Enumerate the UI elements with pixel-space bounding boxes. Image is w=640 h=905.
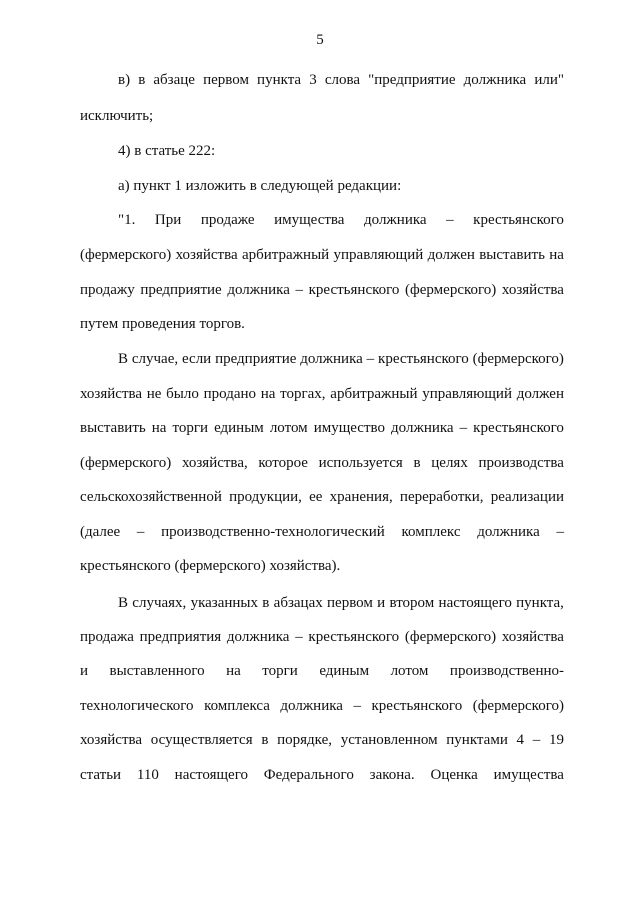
word: если bbox=[182, 351, 212, 367]
text-line: путем проведения торгов. bbox=[80, 316, 245, 332]
word: лотом bbox=[269, 420, 308, 436]
word: пунктами bbox=[446, 732, 508, 748]
word: торги bbox=[172, 420, 209, 436]
text-line: а) пункт 1 изложить в следующей редакции: bbox=[118, 178, 402, 194]
word: слова bbox=[324, 72, 360, 88]
word: "предприятие bbox=[368, 72, 456, 88]
word: продаже bbox=[200, 212, 255, 228]
word: торги bbox=[262, 663, 298, 679]
word: 19 bbox=[548, 732, 564, 748]
word: управляющий bbox=[333, 247, 424, 263]
text-line bbox=[118, 593, 564, 613]
word: в) bbox=[118, 72, 131, 88]
word: первом bbox=[327, 595, 373, 611]
word: – bbox=[353, 698, 361, 714]
word: на bbox=[151, 420, 167, 436]
word: в bbox=[138, 72, 146, 88]
word: на bbox=[260, 386, 276, 402]
word: закона. bbox=[369, 767, 415, 783]
word: должен bbox=[427, 247, 475, 263]
word: порядке, bbox=[277, 732, 332, 748]
word: В bbox=[118, 351, 129, 367]
word: предприятие bbox=[140, 282, 222, 298]
word: – bbox=[366, 351, 375, 367]
text-line bbox=[80, 384, 564, 404]
word: имущества bbox=[493, 767, 564, 783]
word: – bbox=[295, 282, 304, 298]
word: производственно-технологический bbox=[161, 524, 385, 540]
word: предприятия bbox=[139, 629, 222, 645]
text-line bbox=[80, 661, 564, 681]
word: (далее bbox=[80, 524, 121, 540]
word: арбитражный bbox=[330, 386, 418, 402]
text-line bbox=[80, 245, 564, 265]
word: комплекса bbox=[204, 698, 270, 714]
word: крестьянского bbox=[308, 282, 400, 298]
word: должен bbox=[516, 386, 564, 402]
word: хозяйства bbox=[175, 247, 238, 263]
word: крестьянского bbox=[473, 212, 564, 228]
word: выставить bbox=[479, 247, 545, 263]
page-number: 5 bbox=[316, 32, 324, 48]
word: в bbox=[413, 455, 421, 471]
word: продажа bbox=[80, 629, 134, 645]
word: комплекс bbox=[401, 524, 461, 540]
word: торгах, bbox=[280, 386, 326, 402]
word: продано bbox=[203, 386, 257, 402]
word: продукции, bbox=[229, 489, 302, 505]
word: – bbox=[446, 212, 454, 228]
word: хозяйства, bbox=[181, 455, 248, 471]
word: производства bbox=[478, 455, 564, 471]
word: пункта bbox=[257, 72, 302, 88]
word: случаях, bbox=[132, 595, 187, 611]
word: хозяйства bbox=[80, 386, 143, 402]
word: установленном bbox=[340, 732, 438, 748]
word: крестьянского bbox=[308, 629, 400, 645]
word: единым bbox=[214, 420, 264, 436]
word: (фермерского) bbox=[404, 629, 497, 645]
word: производственно- bbox=[449, 663, 564, 679]
text-line bbox=[80, 522, 564, 542]
word: предприятие bbox=[215, 351, 297, 367]
word: и bbox=[377, 595, 386, 611]
word: должника bbox=[280, 698, 343, 714]
word: – bbox=[459, 420, 468, 436]
word: (фермерского) bbox=[80, 455, 172, 471]
text-line: исключить; bbox=[80, 108, 154, 124]
text-line bbox=[80, 418, 564, 438]
word: Оценка bbox=[430, 767, 478, 783]
word: выставленного bbox=[109, 663, 205, 679]
word: первом bbox=[203, 72, 249, 88]
word: втором bbox=[389, 595, 435, 611]
word: настоящего bbox=[174, 767, 248, 783]
word: на bbox=[226, 663, 241, 679]
word: должника bbox=[391, 420, 454, 436]
word: или" bbox=[534, 72, 564, 88]
word: продажу bbox=[80, 282, 135, 298]
word: в bbox=[261, 732, 269, 748]
word: – bbox=[295, 629, 303, 645]
text-line bbox=[80, 453, 564, 473]
word: абзацах bbox=[273, 595, 323, 611]
word: целях bbox=[431, 455, 468, 471]
word: должника bbox=[300, 351, 363, 367]
word: имущества bbox=[274, 212, 345, 228]
word: 4 bbox=[516, 732, 525, 748]
word: В bbox=[118, 595, 129, 611]
word: реализации bbox=[490, 489, 564, 505]
text-line bbox=[80, 487, 564, 507]
text-line: крестьянского (фермерского) хозяйства). bbox=[80, 558, 341, 574]
word: управляющий bbox=[422, 386, 512, 402]
word: хозяйства bbox=[501, 629, 564, 645]
word: (фермерского) bbox=[80, 247, 172, 263]
word: статьи bbox=[80, 767, 122, 783]
text-line bbox=[118, 349, 564, 369]
word: "1. bbox=[118, 212, 136, 228]
word: на bbox=[549, 247, 564, 263]
text-line bbox=[80, 730, 564, 750]
word: в bbox=[262, 595, 270, 611]
text-line: 4) в статье 222: bbox=[118, 143, 216, 159]
word: крестьянского bbox=[473, 420, 564, 436]
word: технологического bbox=[80, 698, 194, 714]
word: крестьянского bbox=[378, 351, 469, 367]
word: 3 bbox=[309, 72, 317, 88]
word: При bbox=[154, 212, 182, 228]
word: – bbox=[136, 524, 145, 540]
word: крестьянского bbox=[371, 698, 463, 714]
word: переработки, bbox=[399, 489, 484, 505]
word: хозяйства bbox=[80, 732, 143, 748]
word: выставить bbox=[80, 420, 146, 436]
word: ее bbox=[309, 489, 323, 505]
word: 110 bbox=[136, 767, 159, 783]
word: используется bbox=[318, 455, 403, 471]
word: лотом bbox=[390, 663, 429, 679]
word: случае, bbox=[131, 351, 179, 367]
word: должника bbox=[227, 282, 290, 298]
word: (фермерского) bbox=[472, 351, 564, 367]
text-line bbox=[80, 280, 564, 300]
word: пункта, bbox=[516, 595, 564, 611]
word: сельскохозяйственной bbox=[80, 489, 222, 505]
word: должника bbox=[477, 524, 540, 540]
word: – bbox=[556, 524, 564, 540]
word: должника bbox=[364, 212, 427, 228]
word: настоящего bbox=[438, 595, 512, 611]
text-line bbox=[80, 696, 564, 716]
word: и bbox=[80, 663, 89, 679]
word: (фермерского) bbox=[472, 698, 564, 714]
word: было bbox=[166, 386, 199, 402]
word: должника bbox=[463, 72, 527, 88]
word: хранения, bbox=[329, 489, 393, 505]
word: имущество bbox=[313, 420, 385, 436]
word: не bbox=[146, 386, 162, 402]
word: хозяйства bbox=[501, 282, 564, 298]
word: осуществляется bbox=[150, 732, 253, 748]
text-line bbox=[118, 210, 564, 230]
word: Федерального bbox=[263, 767, 354, 783]
text-line bbox=[80, 765, 564, 785]
word: единым bbox=[319, 663, 370, 679]
word: – bbox=[532, 732, 541, 748]
text-line bbox=[80, 627, 564, 647]
word: (фермерского) bbox=[405, 282, 497, 298]
word: абзаце bbox=[153, 72, 195, 88]
text-line bbox=[118, 70, 564, 90]
word: арбитражный bbox=[241, 247, 330, 263]
word: указанных bbox=[190, 595, 259, 611]
word: которое bbox=[258, 455, 308, 471]
word: должника bbox=[226, 629, 290, 645]
